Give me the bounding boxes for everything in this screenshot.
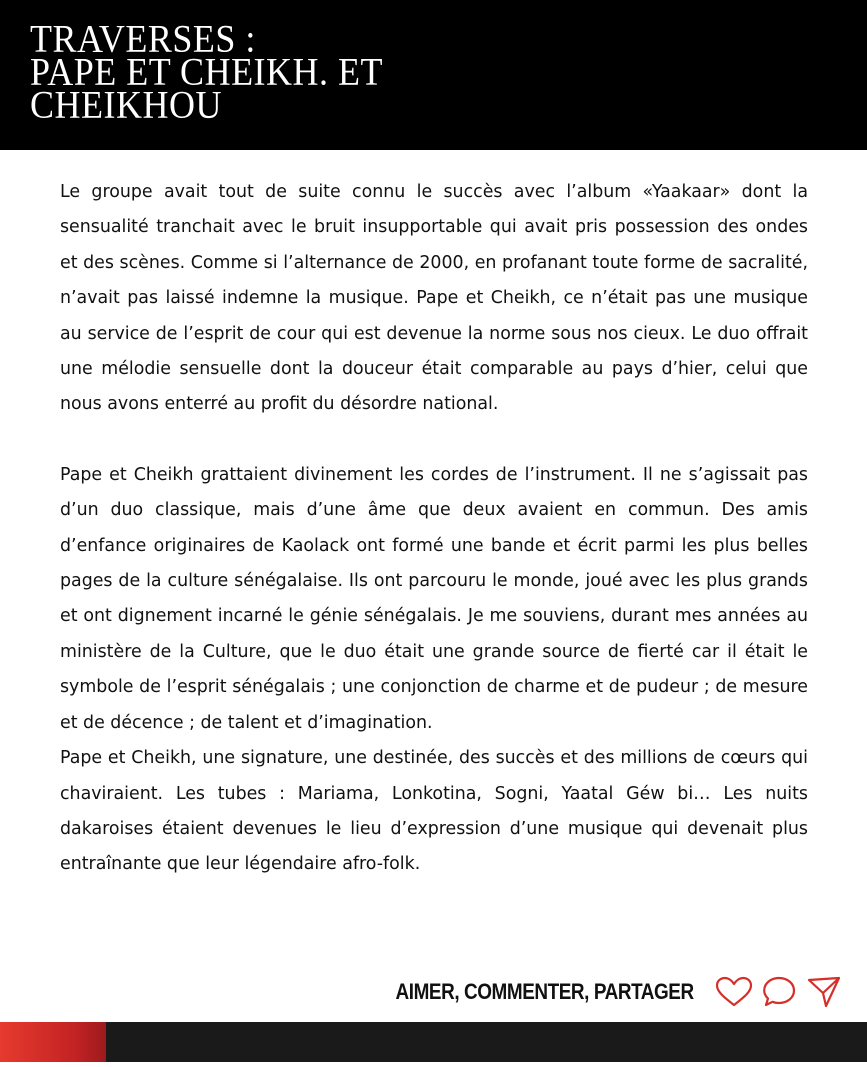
article-body bbox=[60, 175, 808, 883]
social-actions bbox=[347, 972, 842, 1012]
title-line: TRAVERSES : bbox=[30, 16, 256, 61]
article-paragraph: Le groupe avait tout de suite connu le succès avec l’album «Yaakaar» dont la sensualité tranchait avec le bruit insupportable qui avait pris possession des ondes et des scènes. Comme si l’alternance de 2000, en profanant toute forme de sacralité, n’avait pas laissé indemne la musique. Pape et Cheikh, ce n’était pas une musique au service de l’esprit de cour qui est devenue la norme sous nos cieux. Le duo offrait une mélodie sensuelle dont la douceur était comparable au pays d’hier, celui que nous avons enterré au profit du désordre national. bbox=[60, 182, 808, 415]
actions-label: AIMER, COMMENTER, PARTAGER bbox=[395, 979, 694, 1004]
title-line: PAPE ET CHEIKH. ET bbox=[30, 49, 384, 94]
footer-bar bbox=[0, 1022, 867, 1062]
comment-icon[interactable] bbox=[762, 975, 798, 1009]
share-icon[interactable] bbox=[806, 975, 842, 1009]
header-banner bbox=[0, 0, 867, 150]
article-paragraph: Pape et Cheikh grattaient divinement les cordes de l’instrument. Il ne s’agissait pas d’un duo classique, mais d’une âme que deux avaient en commun. Des amis d’enfance originaires de Kaolack ont formé une bande et écrit parmi les plus belles pages de la culture sénégalaise. Ils ont parcouru le monde, joué avec les plus grands et ont dignement incarné le génie sénégalais. Je me souviens, durant mes années au ministère de la Culture, que le duo était une grande source de fierté car il était le symbole de l’esprit sénégalais ; une conjonction de charme et de pudeur ; de mesure et de décence ; de talent et d’imagination. bbox=[60, 464, 808, 733]
page-title bbox=[30, 16, 550, 127]
title-line: CHEIKHOU bbox=[30, 82, 222, 127]
footer-accent bbox=[0, 1022, 106, 1062]
heart-icon[interactable] bbox=[714, 976, 754, 1008]
article-paragraph: Pape et Cheikh, une signature, une destinée, des succès et des millions de cœurs qui chaviraient. Les tubes : Mariama, Lonkotina, Sogni, Yaatal Géw bi… Les nuits dakaroises étaient devenues le lieu d’expression d’une musique qui devenait plus entraînante que leur légendaire afro-folk. bbox=[60, 748, 808, 875]
